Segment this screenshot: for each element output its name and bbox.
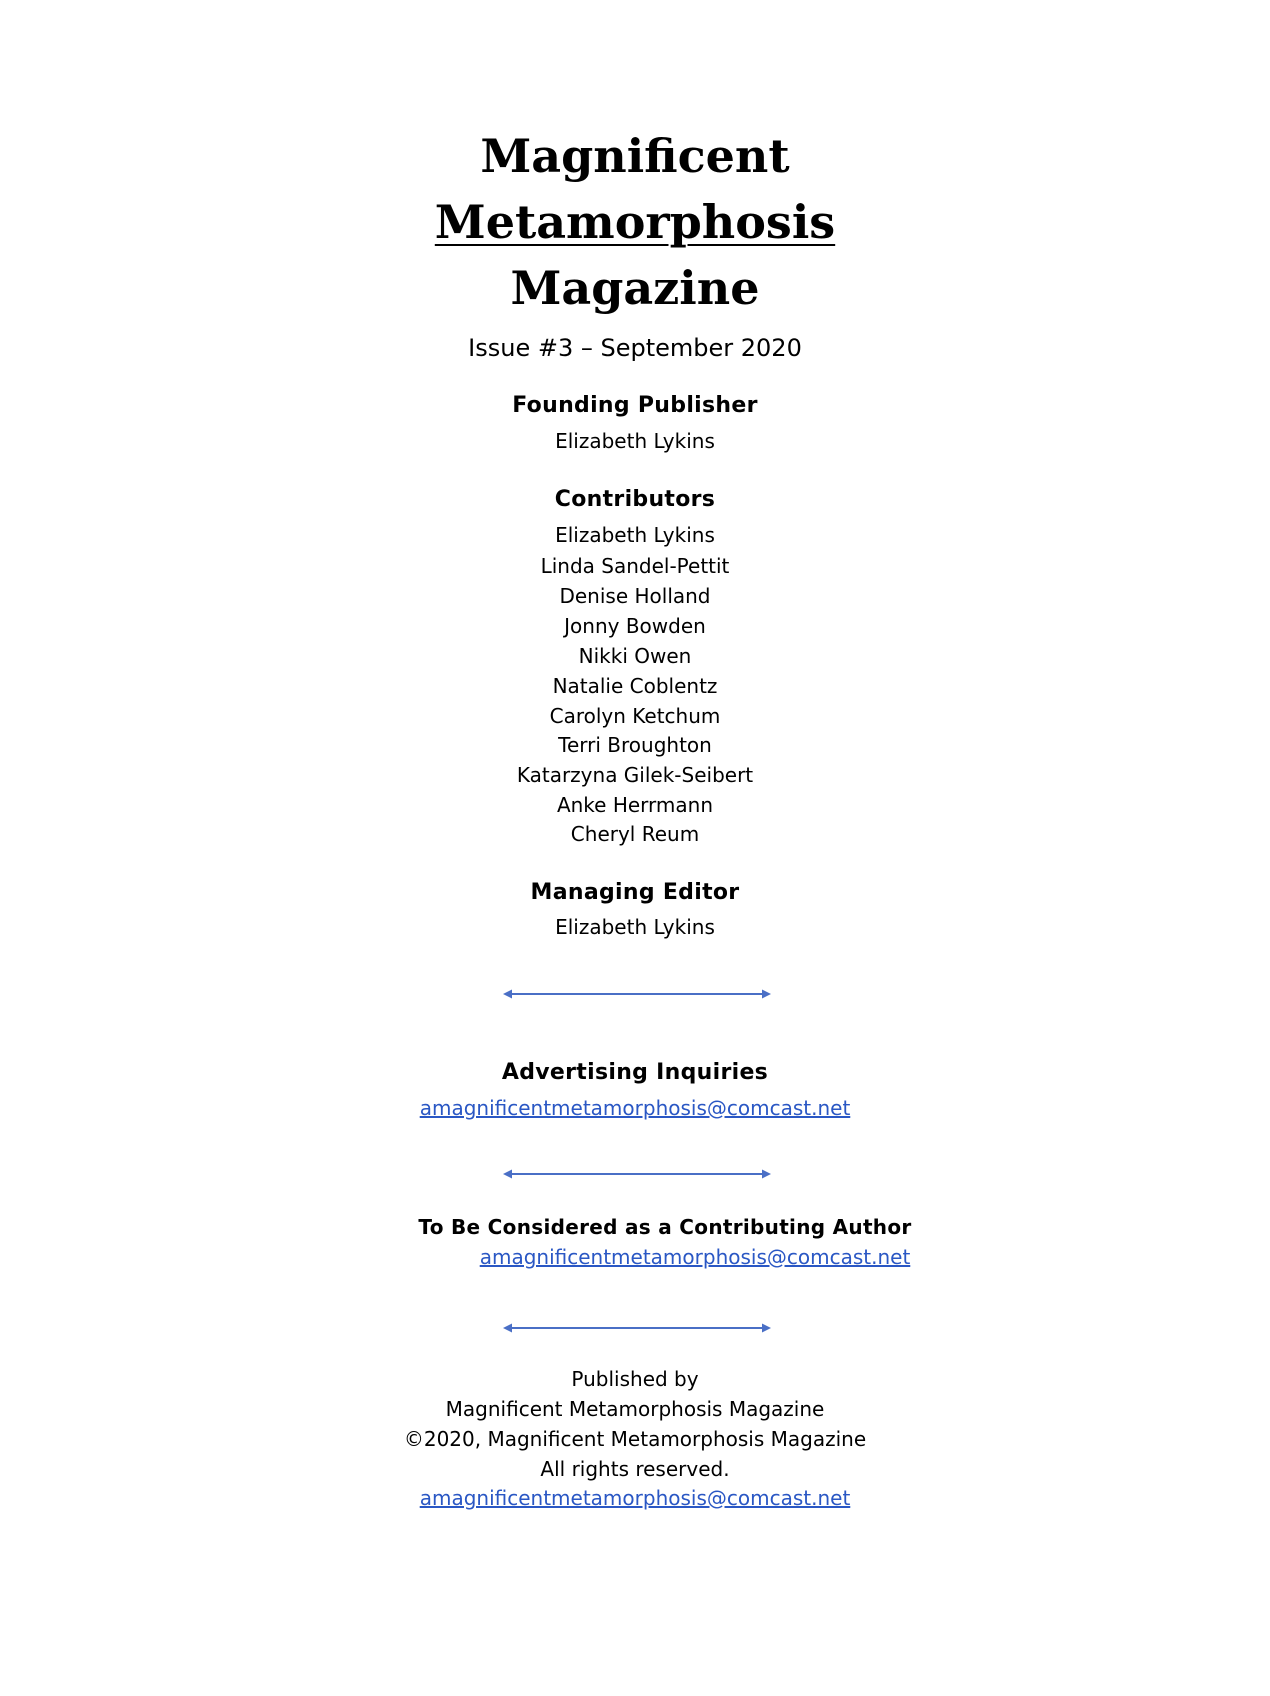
contributor-name: Katarzyna Gilek-Seibert: [516, 763, 754, 787]
contributor-name: Anke Herrmann: [556, 793, 714, 817]
title-line-2: [0, 189, 1270, 255]
publisher-name: Magnificent Metamorphosis Magazine: [445, 1397, 825, 1421]
contributor-name: Cheryl Reum: [570, 822, 700, 846]
divider-double-arrow: [503, 1322, 771, 1334]
divider-double-arrow: [503, 1168, 771, 1180]
contributors-heading: Contributors: [554, 487, 716, 512]
contributor-name: Jonny Bowden: [564, 614, 706, 638]
contributor-name: Carolyn Ketchum: [549, 704, 721, 728]
contributing-author-email-row: [60, 1245, 1270, 1269]
copyright-line: ©2020, Magnificent Metamorphosis Magazine: [403, 1427, 867, 1451]
contributor-name: Denise Holland: [559, 584, 711, 608]
rights-reserved: All rights reserved.: [540, 1457, 730, 1481]
divider-double-arrow: [503, 988, 771, 1000]
contributor-name: Elizabeth Lykins: [555, 523, 715, 547]
contributor-name: Nikki Owen: [578, 644, 692, 668]
contributor-name: Terri Broughton: [558, 733, 712, 757]
contributing-author-email-link[interactable]: amagnificentmetamorphosis@comcast.net: [479, 1245, 911, 1269]
publisher-email-row: [0, 1486, 1270, 1510]
issue-date: Issue #3 – September 2020: [468, 334, 802, 362]
advertising-email-link[interactable]: amagnificentmetamorphosis@comcast.net: [419, 1096, 851, 1120]
founding-publisher-heading: Founding Publisher: [512, 393, 758, 418]
published-by-label: Published by: [571, 1367, 699, 1391]
managing-editor-name: Elizabeth Lykins: [555, 915, 715, 939]
contributor-name: Natalie Coblentz: [552, 674, 718, 698]
founding-publisher-name: Elizabeth Lykins: [555, 429, 715, 453]
title-line-2-text: Metamorphosis: [434, 195, 836, 249]
title-line-1: Magnificent: [480, 129, 790, 183]
advertising-email-row: [0, 1096, 1270, 1120]
publisher-email-link[interactable]: amagnificentmetamorphosis@comcast.net: [419, 1486, 851, 1510]
managing-editor-heading: Managing Editor: [530, 880, 740, 905]
title-line-3: Magazine: [510, 261, 760, 315]
advertising-heading: Advertising Inquiries: [501, 1060, 769, 1085]
contributing-author-heading: To Be Considered as a Contributing Author: [418, 1215, 912, 1239]
contributor-name: Linda Sandel-Pettit: [540, 554, 730, 578]
